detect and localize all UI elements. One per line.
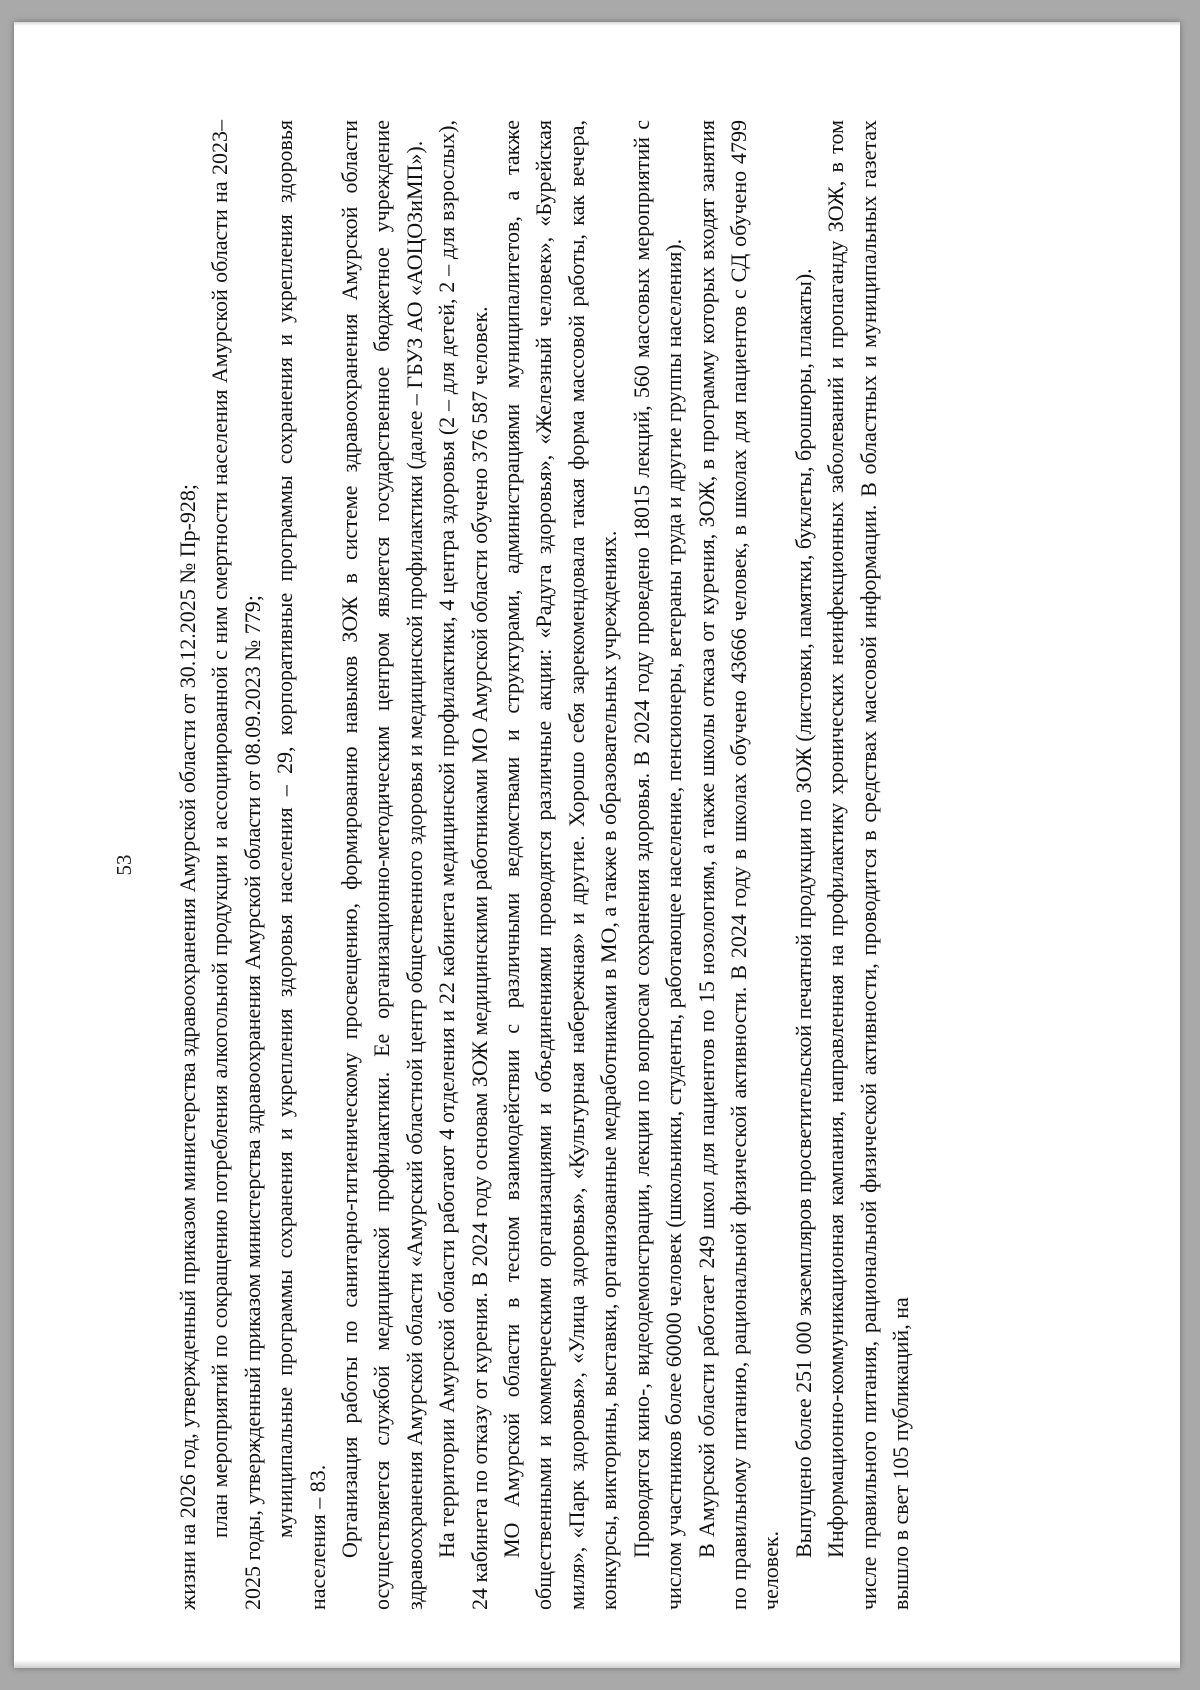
page-number: 53	[112, 854, 136, 876]
paragraph: Информационно-коммуникационная кампания, направленная на профилактику хронических неинфекционных заболеваний и пропаганду ЗОЖ, в том числе правильного питания, рациональной физической активности, проводится в средствах массовой информации. В областных и муниципальных газетах вышло в свет 105 публикаций, на	[823, 120, 913, 1610]
paragraph: муниципальные программы сохранения и укрепления здоровья населения – 29, корпоративные программы сохранения и укрепления здоровья населения – 83.	[272, 120, 330, 1610]
scan-edge-top	[14, 22, 1180, 26]
paragraph: МО Амурской области в тесном взаимодействии с различными ведомствами и структурами, администрациями муниципалитетов, а также общественными и коммерческими организациями и объединениями проводятся различные акции: «Радуга здоровья», «Железный человек», «Бурейская миля», «Парк здоровья», «Улица здоровья», «Культурная набережная» и другие. Хорошо себя зарекомендовала такая форма массовой работы, как вечера, конкурсы, викторины, выставки, организованные медработниками в МО, а также в образовательных учреждениях.	[499, 120, 622, 1610]
scan-edge-bottom	[14, 1660, 1180, 1668]
paragraph: На территории Амурской области работают 4 отделения и 22 кабинета медицинской профилактики, 4 центра здоровья (2 – для детей, 2 – для взрослых), 24 кабинета по отказу от курения. В 2024 году основам ЗОЖ медицинскими работниками МО Амурской области обучено 376 587 человек.	[434, 120, 492, 1610]
paragraph: Проводятся кино-, видеодемонстрации, лекции по вопросам сохранения здоровья. В 2024 году проведено 18015 лекций, 560 массовых мероприятий с числом участников более 60000 человек (школьники, студенты, работающее население, пенсионеры, ветераны труда и другие группы населения).	[628, 120, 687, 1610]
paragraph: план мероприятий по сокращению потребления алкогольной продукции и ассоциированной с ним смертности населения Амурской области на 2023–2025 годы, утвержденный приказом министерства здравоохранения Амурской области от 08.09.2023 № 779;	[207, 120, 265, 1610]
body-text	[172, 120, 917, 1610]
paragraph: жизни на 2026 год, утвержденный приказом министерства здравоохранения Амурской области от 30.12.2025 № Пр-928;	[175, 483, 200, 1610]
paragraph: В Амурской области работает 249 школ для пациентов по 15 нозологиям, а также школы отказа от курения, ЗОЖ, в программу которых входят занятия по правильному питанию, рациональной физической активности. В 2024 году в школах обучено 43666 человек, в школах для пациентов с СД обучено 4799 человек.	[693, 120, 784, 1610]
scanned-sheet	[14, 22, 1180, 1668]
rotated-page-content	[100, 120, 1160, 1610]
paragraph: Организация работы по санитарно-гигиеническому просвещению, формированию навыков ЗОЖ в системе здравоохранения Амурской области осуществляется службой медицинской профилактики. Ее организационно-методическим центром является государственное бюджетное учреждение здравоохранения Амурской области «Амурский областной центр общественного здоровья и медицинской профилактики (далее – ГБУЗ АО «АОЦОЗиМП»).	[337, 120, 427, 1610]
paragraph: Выпущено более 251 000 экземпляров просветительской печатной продукции по ЗОЖ (листовки, памятки, буклеты, брошюры, плакаты).	[790, 268, 816, 1558]
